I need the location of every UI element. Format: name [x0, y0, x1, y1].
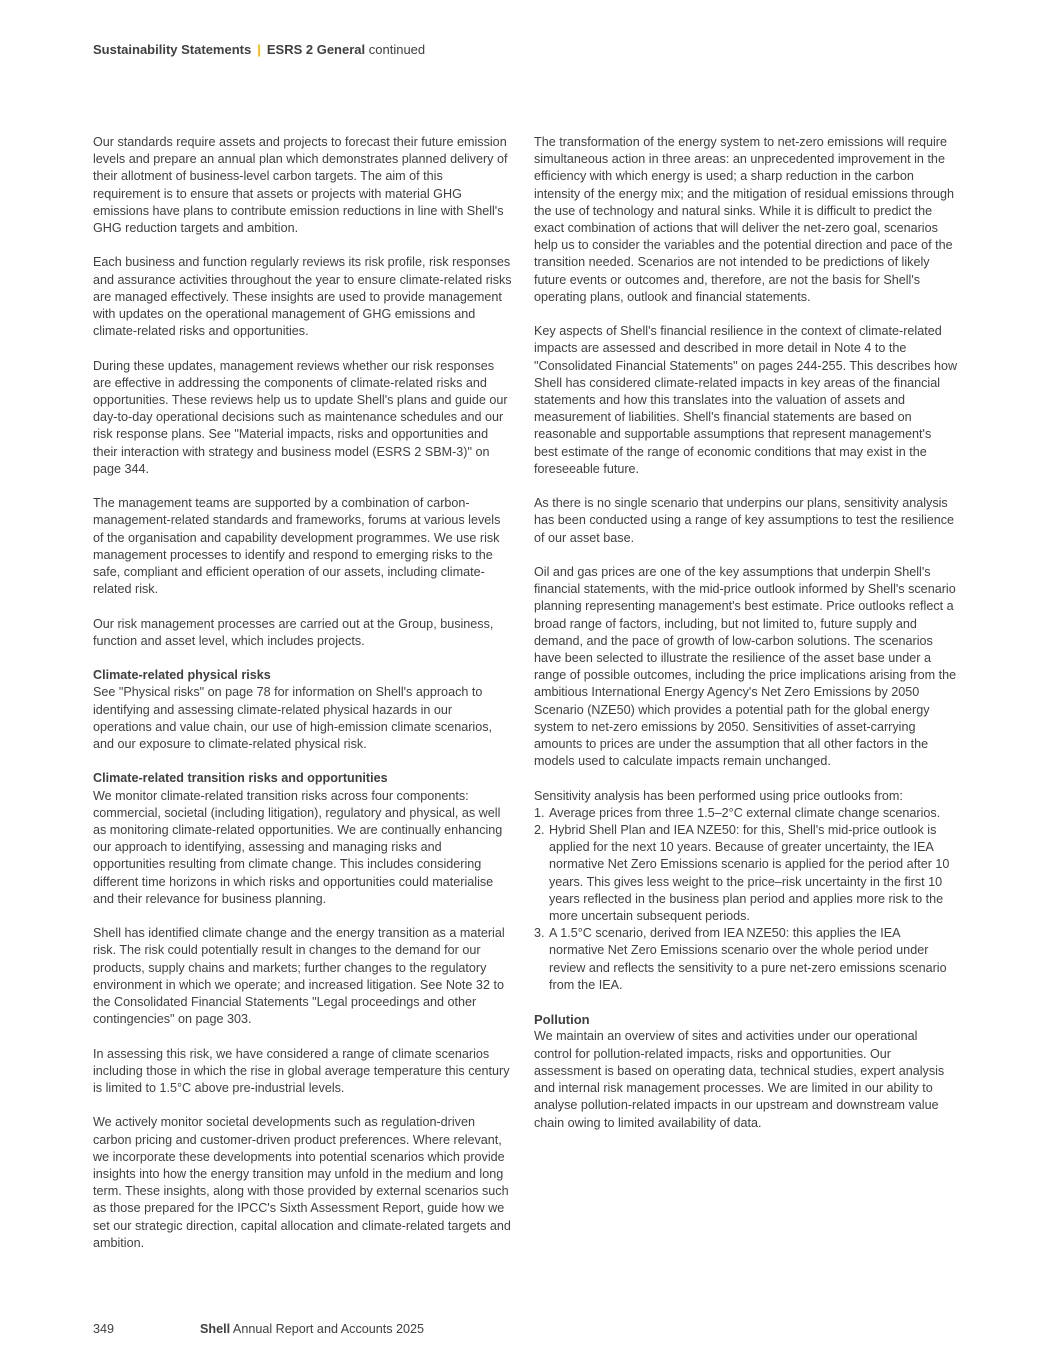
- list-number: 1.: [534, 805, 545, 820]
- paragraph: Key aspects of Shell's financial resilience in the context of climate-related impacts are assessed and described in more detail in Note 4 to the "Consolidated Financial Statements" on pages 244-255. This describes how Shell has considered climate-related impacts in key areas of the financial statements and how this translates into the valuation of assets and measurement of liabilities. Shell's financial statements are based on reasonable and supportable assumptions that represent management's best estimate of the range of economic conditions that may exist in the foreseeable future.: [534, 324, 958, 476]
- page-number: 349: [93, 1322, 115, 1336]
- list-item: [534, 822, 958, 925]
- paragraph: The transformation of the energy system to net-zero emissions will require simultaneous action in three areas: an unprecedented improvement in the efficiency with which energy is used; a sharp reduction in the carbon intensity of the energy mix; and the mitigation of residual emissions through the use of technology and natural sinks. While it is difficult to predict the exact combination of actions that will deliver the net-zero goal, scenarios help us to consider the variables and the potential direction and pace of the transition needed. Scenarios are not intended to be predictions of likely future events or outcomes and, therefore, are not the basis for Shell's operating plans, outlook and financial statements.: [534, 135, 955, 304]
- paragraph: Oil and gas prices are one of the key assumptions that underpin Shell's financial statements, with the mid-price outlook informed by Shell's scenario planning representing management's best estimate. Price outlooks reflect a broad range of factors, including, but not limited to, future supply and demand, and the pace of growth of low-carbon solutions. The scenarios have been selected to illustrate the resilience of the asset base under a range of possible outcomes, including the price implications arising from the ambitious International Energy Agency's Net Zero Emissions by 2050 Scenario (NZE50) which provides a potential path for the global energy system to net-zero emissions by 2050. Sensitivities of asset-carrying amounts to prices are under the assumption that all other factors in the models used to calculate impacts remain unchanged.: [534, 565, 957, 769]
- paragraph: The management teams are supported by a combination of carbon-management-related standards and frameworks, forums at various levels of the organisation and capability development programmes. We use risk management processes to identify and respond to emerging risks to the safe, compliant and efficient operation of our assets, including climate-related risk.: [93, 496, 501, 597]
- paragraph: In assessing this risk, we have considered a range of climate scenarios including those in which the rise in global average temperature this century is limited to 1.5°C above pre-industrial levels.: [93, 1046, 510, 1096]
- list-text: Hybrid Shell Plan and IEA NZE50: for this, Shell's mid-price outlook is applied for the next 10 years. Because of greater uncertainty, the IEA normative Net Zero Emissions scenario is applied for the period after 10 years. This gives less weight to the price–risk uncertainty in the first 10 years reflected in the business plan period and applies more risk to the more uncertain subsequent periods.: [549, 823, 950, 924]
- left-column: [93, 134, 513, 1269]
- heading-physical-risks: Climate-related physical risks: [93, 668, 271, 683]
- paragraph: See "Physical risks" on page 78 for information on Shell's approach to identifying and assessing climate-related physical hazards in our operations and value chain, our use of high-emission climate scenarios, and our exposure to climate-related physical risk.: [93, 685, 493, 752]
- page-footer: [93, 1322, 424, 1336]
- paragraph: Our standards require assets and projects to forecast their future emission levels and prepare an annual plan which demonstrates planned delivery of their allotment of business-level carbon targets. The aim of this requirement is to ensure that assets or projects with material GHG emissions have plans to contribute emission reductions in line with Shell's GHG reduction targets and ambition.: [93, 135, 508, 236]
- header-separator: |: [257, 42, 261, 57]
- header-section: Sustainability Statements: [93, 42, 252, 57]
- paragraph: Sensitivity analysis has been performed using price outlooks from:: [534, 788, 903, 803]
- footer-report-title: Annual Report and Accounts 2025: [232, 1322, 425, 1336]
- list-item: [534, 805, 958, 822]
- list-item: [534, 925, 958, 994]
- list-number: 2.: [534, 823, 545, 838]
- paragraph: We actively monitor societal developments such as regulation-driven carbon pricing and customer-driven product preferences. Where relevant, we incorporate these developments into potential scenarios which provide insights into how the energy transition may unfold in the medium and long term. These insights, along with those provided by external scenarios such as those prepared for the IPCC's Sixth Assessment Report, guide how we set our strategic direction, capital allocation and climate-related targets and ambition.: [93, 1115, 511, 1250]
- list-text: Average prices from three 1.5–2°C external climate change scenarios.: [549, 805, 941, 820]
- footer-brand: Shell: [200, 1322, 231, 1336]
- sensitivity-list: [534, 805, 958, 994]
- paragraph: As there is no single scenario that underpins our plans, sensitivity analysis has been conducted using a range of key assumptions to test the resilience of our asset base.: [534, 496, 955, 545]
- right-column: [534, 134, 958, 1149]
- list-text: A 1.5°C scenario, derived from IEA NZE50: this applies the IEA normative Net Zero Emissions scenario over the whole period under review and reflects the sensitivity to a pure net-zero emissions scenario from the IEA.: [549, 926, 947, 992]
- paragraph: We maintain an overview of sites and activities under our operational control for pollution-related impacts, risks and opportunities. Our assessment is based on operating data, technical studies, expert analysis and internal risk management processes. We are limited in our ability to analyse pollution-related impacts in our upstream and downstream value chain owing to limited availability of data.: [534, 1029, 945, 1130]
- paragraph: We monitor climate-related transition risks across four components: commercial, societal (including litigation), regulatory and physical, as well as monitoring climate-related opportunities. We are continually enhancing our approach to identifying, assessing and managing risks and opportunities resulting from climate change. This includes considering different time horizons in which risks and opportunities could materialise and their relevance for business planning.: [93, 788, 503, 906]
- running-header: [93, 42, 425, 57]
- paragraph: Shell has identified climate change and the energy transition as a material risk. The risk could potentially result in changes to the demand for our products, supply chains and markets; further changes to the regulatory environment in which we operate; and increased litigation. See Note 32 to the Consolidated Financial Statements "Legal proceedings and other contingencies" on page 303.: [93, 926, 505, 1027]
- header-continued: continued: [368, 42, 426, 57]
- paragraph: During these updates, management reviews whether our risk responses are effective in addressing the components of climate-related risks and opportunities. These reviews help us to update Shell's plans and guide our day-to-day operational decisions such as maintenance schedules and our risk response plans. See "Material impacts, risks and opportunities and their interaction with strategy and business model (ESRS 2 SBM-3)" on page 344.: [93, 358, 508, 476]
- heading-pollution: Pollution: [534, 1012, 590, 1028]
- list-number: 3.: [534, 926, 545, 941]
- paragraph: Each business and function regularly reviews its risk profile, risk responses and assurance activities throughout the year to ensure climate-related risks are managed effectively. These insights are used to provide management with updates on the operational management of GHG emissions and climate-related risks and opportunities.: [93, 255, 512, 339]
- paragraph: Our risk management processes are carried out at the Group, business, function and asset level, which includes projects.: [93, 616, 494, 648]
- header-subsection: ESRS 2 General: [266, 42, 366, 57]
- heading-transition-risks: Climate-related transition risks and opportunities: [93, 771, 388, 786]
